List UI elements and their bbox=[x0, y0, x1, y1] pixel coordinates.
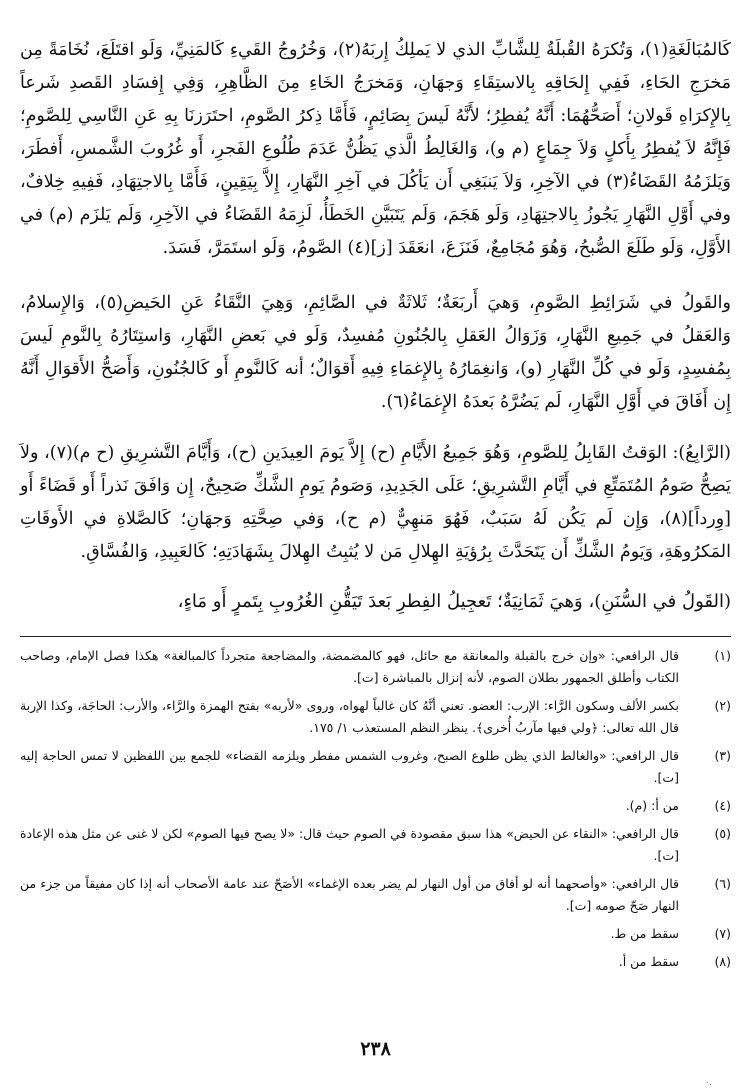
footnote-text: سقط من ط. bbox=[610, 926, 679, 941]
footnote-number: (١) bbox=[714, 648, 731, 663]
page-number: ٢٣٨ bbox=[360, 1038, 391, 1060]
footnote bbox=[20, 873, 731, 917]
footnote-text: قال الرافعي: «وأصحهما أنه لو أفاق من أول النهار لم يضر بعده الإغماء» الأصَحّ عند عامة الأصحاب أنه إذا كان مفيقاً من جزء من النهار صَحّ صومه [ت]. bbox=[20, 876, 679, 913]
footnote bbox=[20, 645, 731, 689]
footnote-text: قال الرافعي: «وإن خرج بالقبلة والمعانقة مع حائل، فهو كالمضمضة، والمضاجعة متجرداً كالمبالغة» هكذا فصل الإمام، وصاحب الكتاب وأطلق الجمهور بطلان الصوم، لأنه إنزال بالمباشرة [ت]. bbox=[20, 648, 679, 685]
page-body bbox=[20, 34, 731, 979]
footnote bbox=[20, 923, 731, 945]
body-paragraph-3: (الرَّابِعُ): الوَقتُ القَابِلُ لِلصَّومِ، وَهُوَ جَمِيعُ الأَيَّامِ (ح) إِلاَّ يَومَ العِيدَينِ (ح)، وَأَيَّامَ التَّشرِيقِ (ح م)(٧)، ولاَ يَصِحُّ صَومُ المُتَمَتِّعِ في أَيَّامِ التَّشرِيقِ؛ عَلَى الجَدِيدِ، وَصَومُ يَومِ الشَّكِّ صَحِيحٌ، إِن وَافَقَ نَذراً أَو قَضَاءً أَو [وِرداً](٨)، وَإِن لَم يَكُن لَهُ سَبَبٌ، فَهُوَ مَنهِيٌّ (م ح)، وَفي صِحَّتِهِ وَجهَانِ؛ كَالصَّلاةِ في الأَوقَاتِ المَكرُوهَةِ، وَيَومُ الشَّكِّ أَن يَتَحَدَّثَ بِرُؤيَةِ الهِلالِ مَن لا يُثبِتُ الهِلالَ بِشَهَادَتِهِ؛ كَالعَبِيدِ، وَالفُسَّاقِ. bbox=[20, 443, 731, 562]
footnote bbox=[20, 951, 731, 973]
footnote-number: (٣) bbox=[714, 748, 731, 763]
body-paragraph-4: (القَولُ في السُّنَنِ)، وَهيَ ثَمَانِيَةٌ؛ تَعجِيلُ الفِطرِ بَعدَ تَيَقُّنِ الغُرُوبِ بِتَمرٍ أَو مَاءٍ، bbox=[177, 591, 731, 612]
footnote-text: قال الرافعي: «النقاء عن الحيض» هذا سبق مقصودة في الصوم حيث قال: «لا يصح فيها الصوم» لكن لا غنى عن مثل هذه الإعادة [ت]. bbox=[20, 826, 679, 863]
footnote bbox=[20, 695, 731, 739]
footnote bbox=[20, 795, 731, 817]
footnote-number: (٤) bbox=[714, 798, 731, 813]
footnote-text: قال الرافعي: «والغالط الذي يظن طلوع الصبح، وغروب الشمس مفطر ويلزمه القضاء» للجمع بين اللفظين لا تمس الحاجة إليه [ت]. bbox=[20, 748, 679, 785]
footnote-number: (٢) bbox=[714, 698, 731, 713]
footnote-text: من أ: (م). bbox=[625, 798, 679, 813]
body-paragraph-2: والقَولُ في شَرَائِطِ الصَّومِ، وَهيَ أَربَعَةٌ؛ ثَلاثَةٌ في الصَّائِمِ، وَهِيَ النَّقَاءُ عَنِ الحَيضِ(٥)، وَالإِسلامُ، وَالعَقلُ في جَمِيعِ النَّهَارِ، وَزَوَالُ العَقلِ بِالجُنُونِ مُفسِدٌ، وَلَو في بَعضِ النَّهَارِ، وَاستِتَارُهُ بِالنَّومِ لَيسَ بِمُفسِدٍ، وَلَو في كُلِّ النَّهَارِ (و)، وَانغِمَارُهُ بِالإِغمَاءِ فِيهِ أَقوَالٌ؛ أنه كَالنَّومِ أَو كَالجُنُونِ، وَأَصَحُّ الأَقوَالِ أَنَّهُ إِن أَفَاقَ في أَوَّلِ النَّهَارِ، لَم يَضُرَّهُ بَعدَهُ الإِغمَاءُ(٦). bbox=[20, 293, 731, 412]
footnote bbox=[20, 823, 731, 867]
footnote-text: بكسر الألف وسكون الرَّاء: الإرب: العضو. تعني أنَّهُ كان غالباً لهواه، وروى «لأربه» بفتح الهمزة والرَّاء، والأرب: الحاجَة، وكذا الإربة قال الله تعالى: ﴿ولي فيها مآربُ أُخرى﴾. ينظر النظم المستعذب ١/ ١٧٥. bbox=[20, 698, 679, 735]
corner-mark: ٠. bbox=[705, 1078, 712, 1087]
footnote bbox=[20, 745, 731, 789]
footnote-number: (٥) bbox=[714, 826, 731, 841]
footnote-text: سقط من أ. bbox=[618, 954, 679, 969]
footnote-divider bbox=[20, 636, 731, 637]
footnote-number: (٨) bbox=[714, 954, 731, 969]
footnotes-section bbox=[20, 645, 731, 973]
footnote-number: (٧) bbox=[714, 926, 731, 941]
footnote-number: (٦) bbox=[714, 876, 731, 891]
body-paragraph-1: كَالمُبَالَغَةِ(١)، وَتُكرَهُ القُبلَةُ لِلشَّابِّ الذي لا يَملِكُ إِربَهُ(٢)، وَخُرُوجُ القَيءِ كَالمَنِيِّ، وَلَو اقتَلَعَ، نُخَامَةً مِن مَخرَجِ الحَاءِ، فَفِي إِلحَاقِهِ بِالاستِقَاءِ وَجهَانِ، وَمَخرَجُ الخَاءِ مِنَ الظَّاهِرِ، وَفِي إِفسَادِ القَصدِ شَرعاً بِالإِكرَاهِ قَولانِ؛ أَصَحُّهُمَا: أَنَّهُ يُفطِرُ؛ لأَنَّهُ لَيسَ بِصَائِمٍ، فَأَمَّا ذِكرُ الصَّومِ، احتَرَزنَا بِهِ عَنِ النَّاسِي لِلصَّومِ؛ فَإِنَّهُ لاَ يُفطِرُ بِأَكلٍ وَلاَ جِمَاعٍ (م و)، وَالغَالِطُ الَّذي يَظُنُّ عَدَمَ طُلُوعِ الفَجرِ، أَو غُرُوبَ الشَّمسِ، أَفطَرَ، وَيَلزَمُهُ القَضَاءُ(٣) في الآخِرِ، وَلاَ يَنبَغِي أَن يَأكُلَ في آخِرِ النَّهَارِ، إِلاَّ بِيَقِينٍ، فَأَمَّا بِالاجتِهَادِ، فَفِيهِ خِلافٌ، وفي أَوَّلِ النَّهَارِ يَجُوزُ بِالاجتِهَادِ، وَلَو هَجَمَ، وَلَم يَتَبَيَّنِ الخَطَأُ، لَزِمَهُ القَضَاءُ في الآخِرِ، وَلَم يَلزَم (م) في الأَوَّلِ، وَلَو طَلَعَ الصُّبحُ، وَهُوَ مُجَامِعٌ، فَنَزَعَ، انعَقَدَ [ز](٤) الصَّومُ، وَلَو استَمَرَّ، فَسَدَ. bbox=[20, 40, 731, 258]
